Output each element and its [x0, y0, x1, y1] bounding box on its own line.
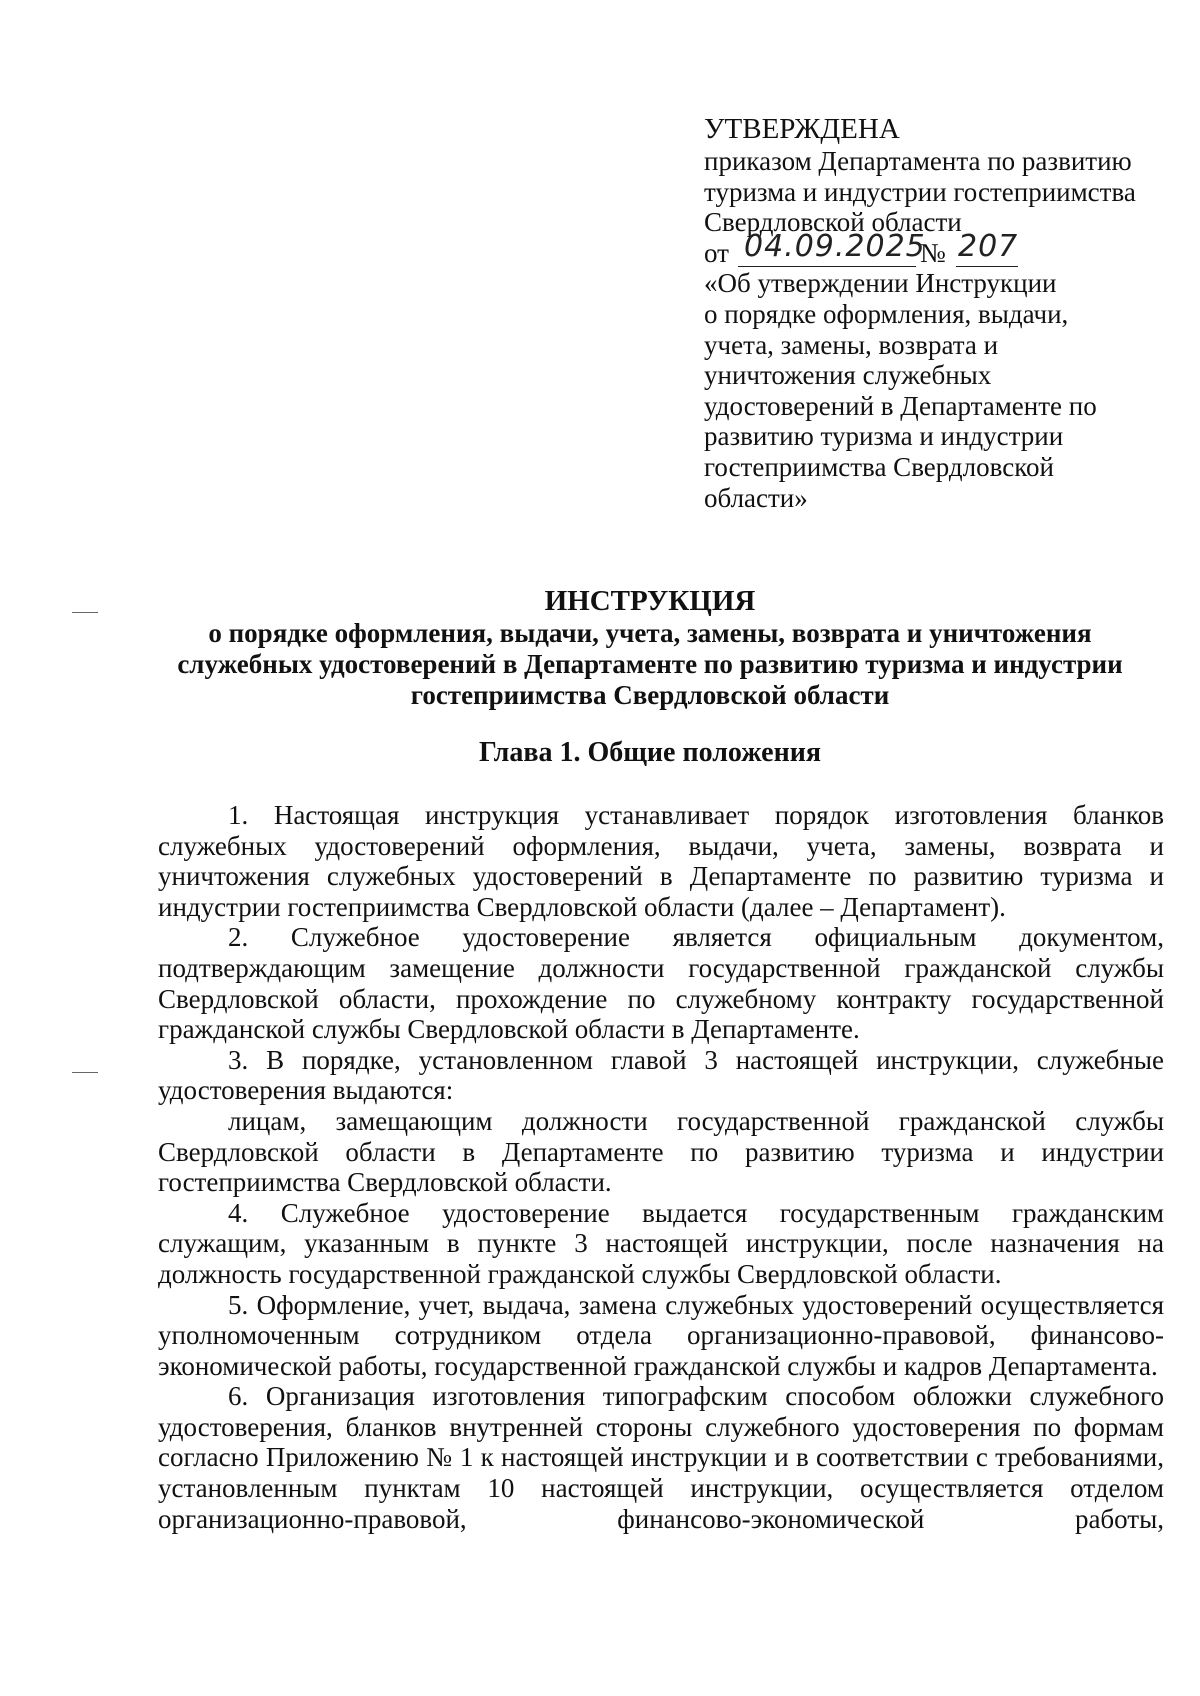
paragraph: 2. Служебное удостоверение является официальным документом, подтверждающим замещение должности государственной гражданской службы Свердловской области, прохождение по служебному контракту государственной гражданской службы Свердловской области в Департаменте.	[158, 922, 1164, 1045]
paragraph: 3. В порядке, установленном главой 3 настоящей инструкции, служебные удостоверения выдаются:	[158, 1044, 1164, 1106]
order-title-line: удостоверений в Департаменте по	[704, 390, 1097, 421]
approval-line: туризма и индустрии гостеприимства	[704, 176, 1136, 207]
document-subtitle-line: о порядке оформления, выдачи, учета, замены, возврата и уничтожения	[208, 618, 1092, 648]
order-title-line: уничтожения служебных	[704, 360, 992, 391]
order-title-line: учета, замены, возврата и	[704, 329, 999, 360]
number-underline	[956, 266, 1018, 267]
approval-line: Свердловской области	[704, 207, 962, 238]
document-title: ИНСТРУКЦИЯ	[544, 585, 756, 617]
document-subtitle-line: служебных удостоверений в Департаменте по развитию туризма и индустрии	[177, 649, 1123, 679]
document-body	[158, 800, 1164, 1534]
handwritten-date: 04.09.2025	[744, 228, 926, 264]
number-prefix: №	[920, 237, 946, 268]
order-title-line: развитию туризма и индустрии	[704, 421, 1064, 452]
chapter-title: Глава 1. Общие положения	[478, 737, 821, 768]
document-subtitle-line: гостеприимства Свердловской области	[410, 680, 890, 710]
paragraph: 5. Оформление, учет, выдача, замена служебных удостоверений осуществляется уполномоченным сотрудником отдела организационно-правовой, финансово-экономической работы, государственной гражданской службы и кадров Департамента.	[158, 1289, 1164, 1381]
date-prefix: от	[704, 237, 729, 268]
order-title-line: гостеприимства Свердловской	[704, 451, 1054, 482]
approval-block	[704, 112, 1164, 513]
paragraph: 4. Служебное удостоверение выдается государственным гражданским служащим, указанным в пункте 3 настоящей инструкции, после назначения на должность государственной гражданской службы Свердловской области.	[158, 1197, 1164, 1289]
order-title-line: о порядке оформления, выдачи,	[704, 298, 1069, 329]
scan-mark	[72, 612, 98, 613]
paragraph: 6. Организация изготовления типографским способом обложки служебного удостоверения, бланков внутренней стороны служебного удостоверения по формам согласно Приложению № 1 к настоящей инструкции и в соответствии с требованиями, установленным пунктам 10 настоящей инструкции, осуществляется отделом организационно-правовой, финансово-экономической работы,	[158, 1381, 1164, 1534]
approval-line: приказом Департамента по развитию	[704, 146, 1132, 176]
order-title-line: области»	[704, 482, 808, 513]
order-date-number-line	[704, 228, 1164, 269]
order-title-line: «Об утверждении Инструкции	[704, 268, 1057, 299]
document-heading	[150, 584, 1150, 711]
handwritten-number: 207	[958, 228, 1019, 264]
approval-title: УТВЕРЖДЕНА	[704, 113, 900, 145]
paragraph: лицам, замещающим должности государственной гражданской службы Свердловской области в Департаменте по развитию туризма и индустрии гостеприимства Свердловской области.	[158, 1105, 1164, 1198]
date-underline	[738, 266, 916, 267]
paragraph: 1. Настоящая инструкция устанавливает порядок изготовления бланков служебных удостоверений оформления, выдачи, учета, замены, возврата и уничтожения служебных удостоверений в Департаменте по развитию туризма и индустрии гостеприимства Свердловской области (далее – Департамент).	[158, 800, 1164, 922]
scan-mark	[72, 1072, 98, 1073]
